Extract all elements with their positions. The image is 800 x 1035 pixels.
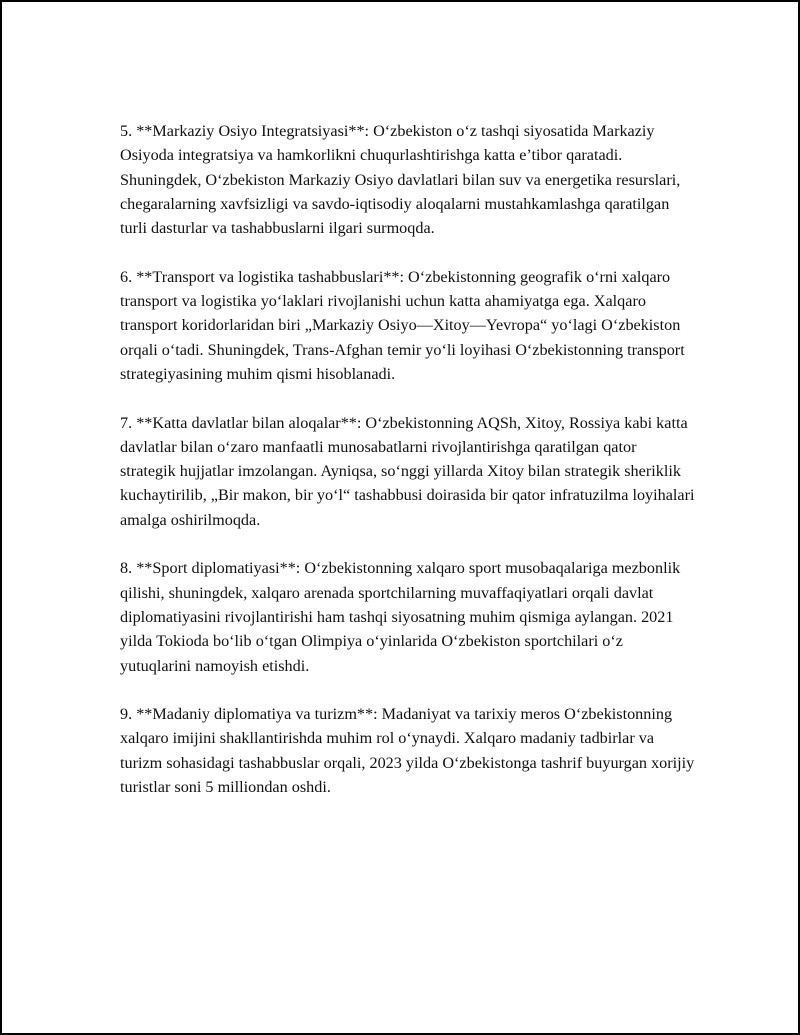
paragraph-madaniy-diplomatiya: 9. **Madaniy diplomatiya va turizm**: Madaniyat va tarixiy meros O‘zbekistonning xalqaro imijini shakllantirishda muhim rol o‘ynaydi. Xalqaro madaniy tadbirlar va turizm sohasidagi tashabbuslar orqali, 2023 yilda O‘zbekistonga tashrif buyurgan xorijiy turistlar soni 5 milliondan oshdi. [120, 705, 695, 797]
document-body [120, 119, 695, 824]
paragraph-sport-diplomatiyasi: 8. **Sport diplomatiyasi**: O‘zbekistonning xalqaro sport musobaqalariga mezbonlik qilishi, shuningdek, xalqaro arenada sportchilarning muvaffaqiyatlari orqali davlat diplomatiyasini rivojlantirishi ham tashqi siyosatning muhim qismiga aylangan. 2021 yilda Tokioda bo‘lib o‘tgan Olimpiya o‘yinlarida O‘zbekiston sportchilari o‘z yutuqlarini namoyish etishdi. [120, 559, 681, 675]
paragraph-markaziy-osiyo-integratsiyasi: 5. **Markaziy Osiyo Integratsiyasi**: O‘zbekiston o‘z tashqi siyosatida Markaziy Osiyoda integratsiya va hamkorlikni chuqurlashtirishga katta e’tibor qaratadi. Shuningdek, O‘zbekiston Markaziy Osiyo davlatlari bilan suv va energetika resurslari, chegaralarning xavfsizligi va savdo-iqtisodiy aloqalarni mustahkamlashga qaratilgan turli dasturlar va tashabbuslarni ilgari surmoqda. [120, 122, 681, 238]
paragraph-transport-logistika: 6. **Transport va logistika tashabbuslari**: O‘zbekistonning geografik o‘rni xalqaro transport va logistika yo‘laklari rivojlanishi uchun katta ahamiyatga ega. Xalqaro transport koridorlaridan biri „Markaziy Osiyo—Xitoy—Yevropa“ yo‘lagi O‘zbekiston orqali o‘tadi. Shuningdek, Trans-Afghan temir yo‘li loyihasi O‘zbekistonning transport strategiyasining muhim qismi hisoblanadi. [120, 267, 685, 383]
paragraph-katta-davlatlar: 7. **Katta davlatlar bilan aloqalar**: O‘zbekistonning AQSh, Xitoy, Rossiya kabi katta davlatlar bilan o‘zaro manfaatli munosabatlarni rivojlantirishga qaratilgan qator strategik hujjatlar imzolangan. Ayniqsa, so‘nggi yillarda Xitoy bilan strategik sheriklik kuchaytirilib, „Bir makon, bir yo‘l“ tashabbusi doirasida bir qator infratuzilma loyihalari amalga oshirilmoqda. [120, 413, 695, 529]
